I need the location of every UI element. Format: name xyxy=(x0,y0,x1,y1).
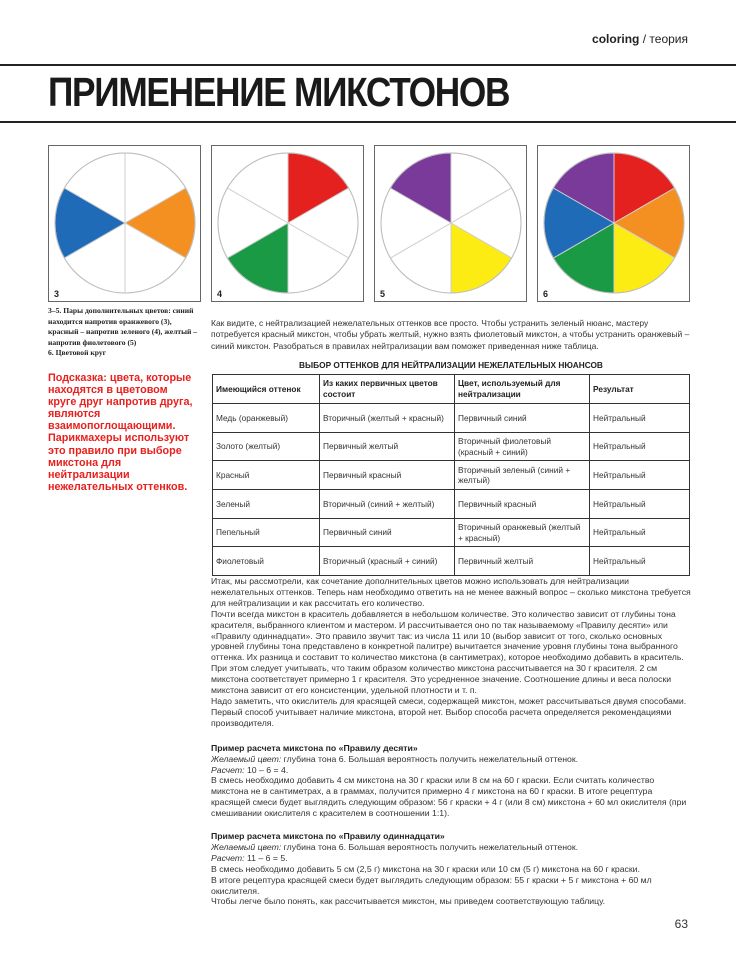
article-body xyxy=(211,576,691,907)
table-row xyxy=(213,547,690,576)
body-paragraph: Почти всегда микстон в краситель добавляется в небольшом количестве. Это количество зависит от глубины тона красителя, выбранного клиентом и мастером. И рассчитывается оно по так называемому «Правилу десяти» или «Правилу одиннадцати». Это правило звучит так: из числа 11 или 10 (выбор зависит от того, сколько основных уровней глубины тона представлено в конкретной палитре) вычитается значение уровня глубины тона выбранного оттенка. Их разница и составит то количество микстона (в сантиметрах), которое необходимо добавить в краситель. При этом следует учитывать, что таким образом количество микстона рассчитывается на 30 г красителя. 2 см микстона соответствует примерно 1 г красителя. Это усредненное значение. Соотношение длины и веса полоски микстона зависит от его консистенции, удельной плотности и т. п. xyxy=(211,608,684,696)
wanted-value: глубина тона 6. Большая вероятность получить нежелательный оттенок. xyxy=(281,753,579,764)
example-2-calc xyxy=(211,853,691,864)
example-1-text: В смесь необходимо добавить 4 см микстона на 30 г краски или 8 см на 60 г краски. Если считать количество микстона не в сантиметрах, а в граммах, получится примерно 4 г микстона на 60 г краски. В итоге рецептура красящей смеси будет выглядить следующим образом: 56 г краски + 4 г (или 8 см) микстона + 60 мл окислителя (при смешивании окислителя с красителем в соотношении 1:1). xyxy=(211,775,687,819)
example-2-text: В итоге рецептура красящей смеси будет выглядить следующим образом: 55 г краски + 5 г микстона + 60 мл окислителя. xyxy=(211,874,652,896)
wanted-label: Желаемый цвет: xyxy=(211,841,282,852)
table-header-cell: Из каких первичных цветов состоит xyxy=(320,375,455,404)
header-separator: / xyxy=(639,32,650,46)
table-cell: Первичный синий xyxy=(320,518,455,547)
header-brand: coloring xyxy=(592,32,640,46)
caption-pairs: Пары дополнительных цветов: синий находится напротив оранжевого (3), красный – напротив зеленого (4), желтый – напротив фиолетового (5) xyxy=(48,306,198,347)
table-cell: Нейтральный xyxy=(590,461,690,490)
wheel-number: 3 xyxy=(54,289,60,299)
example-2-text: В смесь необходимо добавить 5 см (2,5 г) микстона на 30 г краски или 10 см (5 г) микстона на 60 г краски. xyxy=(211,863,640,874)
table-cell: Первичный красный xyxy=(455,490,590,519)
page-number: 63 xyxy=(674,917,688,931)
calc-label: Расчет: xyxy=(211,852,245,863)
example-2-wanted xyxy=(211,842,691,853)
table-header-cell: Результат xyxy=(590,375,690,404)
table-row xyxy=(213,461,690,490)
example-1-wanted xyxy=(211,754,691,765)
example-2-text: Чтобы легче было понять, как рассчитывается микстон, мы приведем соответствующую таблицу. xyxy=(211,896,606,907)
calc-label: Расчет: xyxy=(211,764,245,775)
table-header-cell: Цвет, используемый для нейтрализации xyxy=(455,375,590,404)
calc-value: 11 – 6 = 5. xyxy=(244,852,288,863)
table-cell: Нейтральный xyxy=(590,404,690,433)
wheel-figure-6 xyxy=(537,145,690,302)
table-cell: Вторичный зеленый (синий + желтый) xyxy=(455,461,590,490)
table-cell: Вторичный фиолетовый (красный + синий) xyxy=(455,432,590,461)
wheel-figure-3 xyxy=(48,145,201,302)
wanted-label: Желаемый цвет: xyxy=(211,753,282,764)
table-header-cell: Имеющийся оттенок xyxy=(213,375,320,404)
table-cell: Вторичный (красный + синий) xyxy=(320,547,455,576)
table-cell: Нейтральный xyxy=(590,547,690,576)
table-cell: Первичный желтый xyxy=(455,547,590,576)
table-cell: Первичный синий xyxy=(455,404,590,433)
wheel-figure-4 xyxy=(211,145,364,302)
page-title: ПРИМЕНЕНИЕ МИКСТОНОВ xyxy=(48,69,510,115)
table-cell: Медь (оранжевый) xyxy=(213,404,320,433)
table-cell: Нейтральный xyxy=(590,432,690,461)
neutralization-table xyxy=(212,374,690,576)
table-cell: Вторичный (синий + желтый) xyxy=(320,490,455,519)
color-wheel-6 xyxy=(541,150,687,296)
table-cell: Первичный красный xyxy=(320,461,455,490)
wheel-number: 5 xyxy=(380,289,386,299)
title-rule xyxy=(0,121,736,123)
header-section: теория xyxy=(649,32,688,46)
body-paragraph: Итак, мы рассмотрели, как сочетание дополнительных цветов можно использовать для нейтрализации нежелательных оттенков. Теперь нам необходимо ответить на не менее важный вопрос – сколько микстона требуется для нейтрализации и как рассчитать его количество. xyxy=(211,576,691,608)
example-1-calc xyxy=(211,765,691,776)
wanted-value: глубина тона 6. Большая вероятность получить нежелательный оттенок. xyxy=(281,841,579,852)
intro-paragraph: Как видите, с нейтрализацией нежелательных оттенков все просто. Чтобы устранить зеленый нюанс, мастеру потребуется красный микстон, чтобы убрать желтый, нужно взять фиолетовый микстон, а чтобы устранить оранжевый – синий микстон. Разобраться в правилах нейтрализации вам поможет приведенная ниже таблица. xyxy=(211,318,690,351)
caption-range: 3–5. xyxy=(48,306,62,315)
table-row xyxy=(213,432,690,461)
header-rule xyxy=(0,64,736,66)
table-cell: Нейтральный xyxy=(590,490,690,519)
body-paragraph: Надо заметить, что окислитель для красящей смеси, содержащей микстон, может рассчитываться двумя способами. Первый способ учитывает наличие микстона, второй нет. Выбор способа расчета определяется рекомендациями производителя. xyxy=(211,695,687,728)
hint-text: Подсказка: цвета, которые находятся в цветовом круге друг напротив друга, являются взаимопоглощающими. Парикмахеры используют это правило при выборе микстона для нейтрализации нежелательных оттенков. xyxy=(48,372,193,493)
header-section-label xyxy=(592,32,688,46)
table-row xyxy=(213,518,690,547)
table-cell: Вторичный оранжевый (желтый + красный) xyxy=(455,518,590,547)
figure-caption xyxy=(48,306,200,359)
table-cell: Красный xyxy=(213,461,320,490)
wheel-figure-5 xyxy=(374,145,527,302)
table-cell: Вторичный (желтый + красный) xyxy=(320,404,455,433)
color-wheel-4 xyxy=(215,150,361,296)
example-1-title: Пример расчета микстона по «Правилу десяти» xyxy=(211,742,418,753)
wheel-number: 4 xyxy=(217,289,223,299)
wheel-number: 6 xyxy=(543,289,549,299)
table-title: ВЫБОР ОТТЕНКОВ ДЛЯ НЕЙТРАЛИЗАЦИИ НЕЖЕЛАТЕЛЬНЫХ НЮАНСОВ xyxy=(299,360,603,370)
table-row xyxy=(213,404,690,433)
table-cell: Пепельный xyxy=(213,518,320,547)
caption-wheel: Цветовой круг xyxy=(55,348,107,358)
table-cell: Фиолетовый xyxy=(213,547,320,576)
table-cell: Золото (желтый) xyxy=(213,432,320,461)
caption-wheel-num: 6. xyxy=(48,348,54,358)
table-header-row xyxy=(213,375,690,404)
table-cell: Первичный желтый xyxy=(320,432,455,461)
calc-value: 10 – 6 = 4. xyxy=(244,764,289,775)
color-wheel-5 xyxy=(378,150,524,296)
table-cell: Нейтральный xyxy=(590,518,690,547)
table-cell: Зеленый xyxy=(213,490,320,519)
color-wheel-3 xyxy=(52,150,198,296)
table-row xyxy=(213,490,690,519)
example-2-title: Пример расчета микстона по «Правилу одиннадцати» xyxy=(211,831,445,842)
